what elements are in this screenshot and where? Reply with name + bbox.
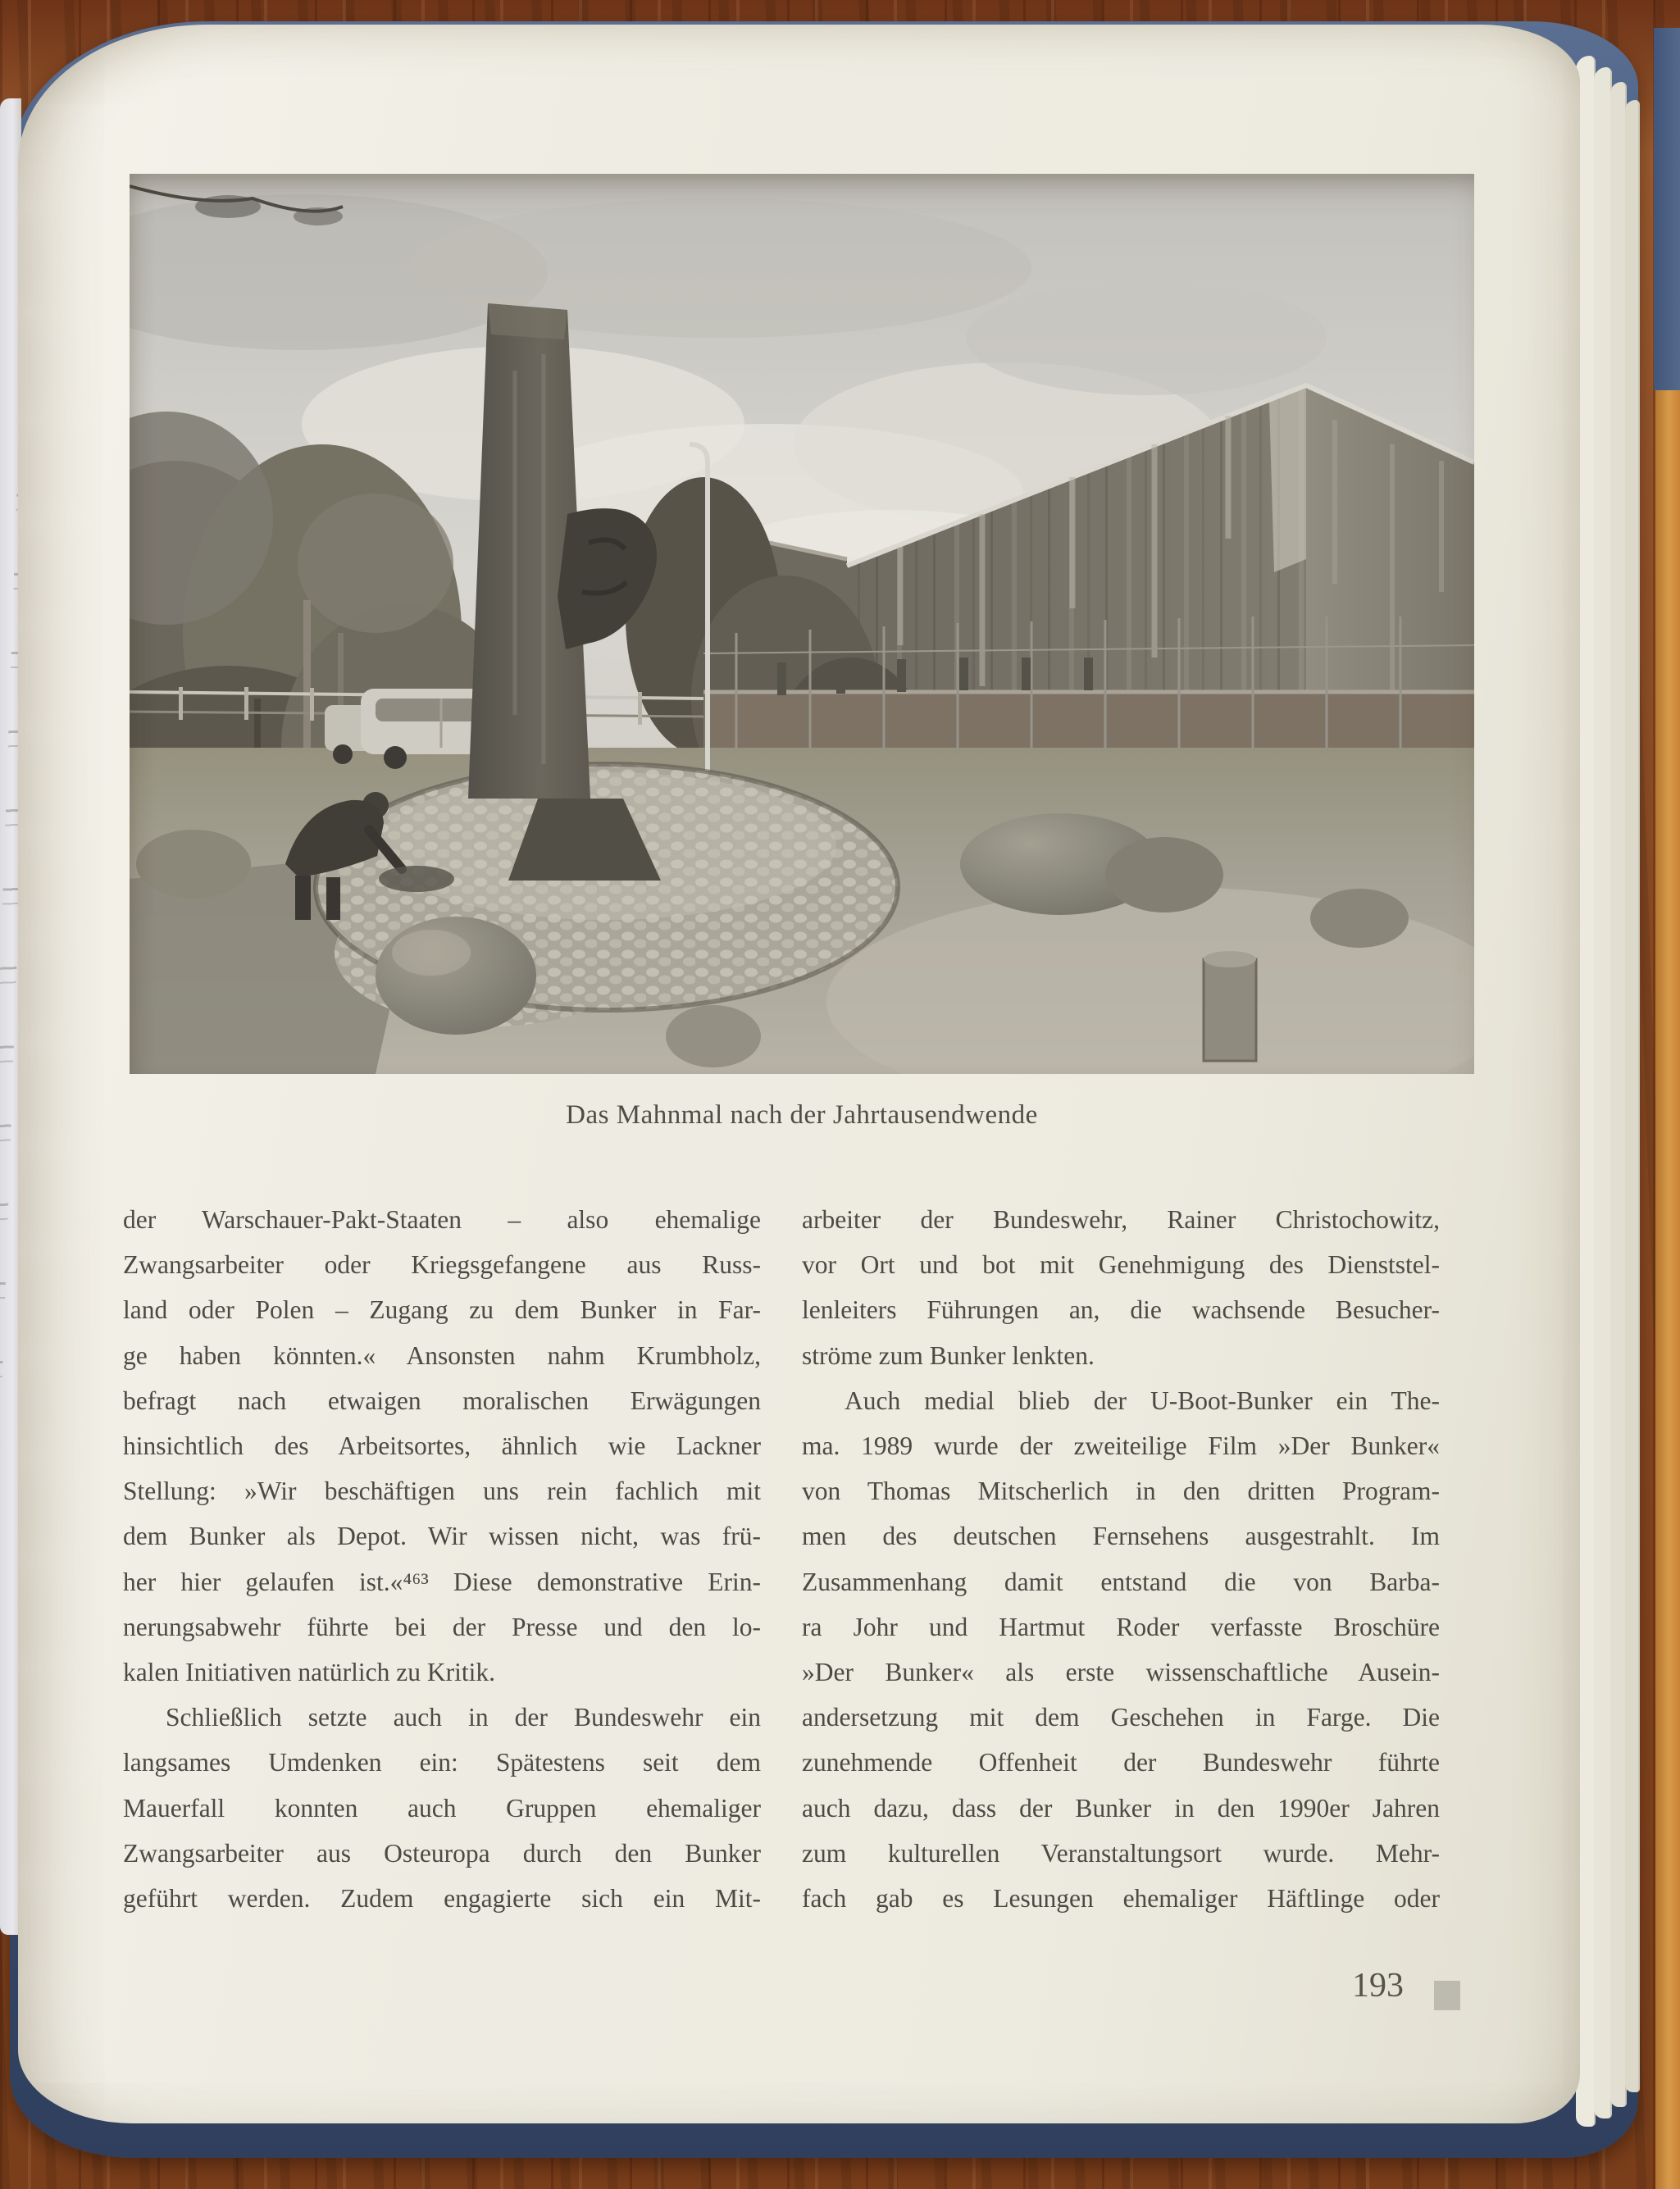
text-line: Schließlich setzte auch in der Bundeswehr ein: [166, 1703, 761, 1732]
memorial-photo-art: [130, 174, 1474, 1074]
text-line: andersetzung mit dem Geschehen in Farge. Die: [802, 1703, 1440, 1732]
text-line: befragt nach etwaigen moralischen Erwägungen: [123, 1386, 761, 1415]
text-line: men des deutschen Fernsehens ausgestrahlt. Im: [802, 1522, 1440, 1551]
text-line: geführt werden. Zudem engagierte sich ein Mit-: [123, 1884, 761, 1914]
text-line: nerungsabwehr führte bei der Presse und den lo-: [123, 1612, 761, 1641]
text-line: langsames Umdenken ein: Spätestens seit dem: [123, 1748, 761, 1777]
text-line: vor Ort und bot mit Genehmigung des Dienststel-: [802, 1250, 1440, 1280]
book-cover-edge: [1654, 28, 1680, 390]
text-line: Stellung: »Wir beschäftigen uns rein fachlich mit: [123, 1477, 761, 1506]
text-line: lenleiters Führungen an, die wachsende Besucher-: [802, 1295, 1440, 1325]
book-page: [18, 25, 1580, 2123]
text-column-right: [802, 1197, 1440, 1921]
text-line: Zwangsarbeiter oder Kriegsgefangene aus Russ-: [123, 1250, 761, 1280]
text-line: kalen Initiativen natürlich zu Kritik.: [123, 1658, 495, 1687]
text-line: hinsichtlich des Arbeitsortes, ähnlich wie Lackner: [123, 1431, 761, 1461]
text-line: fach gab es Lesungen ehemaliger Häftlinge oder: [802, 1884, 1440, 1914]
text-line: Zwangsarbeiter aus Osteuropa durch den Bunker: [123, 1838, 761, 1868]
text-line: ge haben könnten.« Ansonsten nahm Krumbholz,: [123, 1340, 761, 1370]
page-edges-fan: [1576, 49, 1646, 2132]
text-line: zum kulturellen Veranstaltungsort wurde. Mehr-: [802, 1838, 1440, 1868]
table-edge-strip: [1655, 390, 1680, 2189]
text-line: Zusammenhang damit entstand die von Barba-: [802, 1567, 1440, 1596]
text-line: ra Johr und Hartmut Roder verfasste Broschüre: [802, 1612, 1440, 1641]
text-line: land oder Polen – Zugang zu dem Bunker in Far-: [123, 1295, 761, 1325]
text-line: Auch medial blieb der U-Boot-Bunker ein The-: [845, 1386, 1440, 1415]
text-line: dem Bunker als Depot. Wir wissen nicht, was frü-: [123, 1522, 761, 1551]
text-line: ma. 1989 wurde der zweiteilige Film »Der Bunker«: [802, 1431, 1440, 1461]
text-line: ströme zum Bunker lenkten.: [802, 1340, 1095, 1370]
page-number: 193: [1352, 1967, 1404, 2005]
photo-caption: Das Mahnmal nach der Jahrtausendwende: [566, 1100, 1038, 1130]
text-column-left: [123, 1197, 761, 1921]
text-line: der Warschauer-Pakt-Staaten – also ehemalige: [123, 1205, 761, 1234]
text-columns: [123, 1197, 1440, 1921]
page-marker-square: [1434, 1981, 1460, 2010]
text-line: her hier gelaufen ist.«⁴⁶³ Diese demonstrative Erin-: [123, 1567, 761, 1596]
text-line: Mauerfall konnten auch Gruppen ehemaliger: [123, 1793, 761, 1823]
text-line: auch dazu, dass der Bunker in den 1990er Jahren: [802, 1793, 1440, 1823]
text-line: »Der Bunker« als erste wissenschaftliche Ausein-: [802, 1658, 1440, 1687]
memorial-photo: [130, 174, 1474, 1074]
text-line: von Thomas Mitscherlich in den dritten Program-: [802, 1477, 1440, 1506]
text-line: arbeiter der Bundeswehr, Rainer Christochowitz,: [802, 1205, 1440, 1234]
text-line: zunehmende Offenheit der Bundeswehr führte: [802, 1748, 1440, 1777]
